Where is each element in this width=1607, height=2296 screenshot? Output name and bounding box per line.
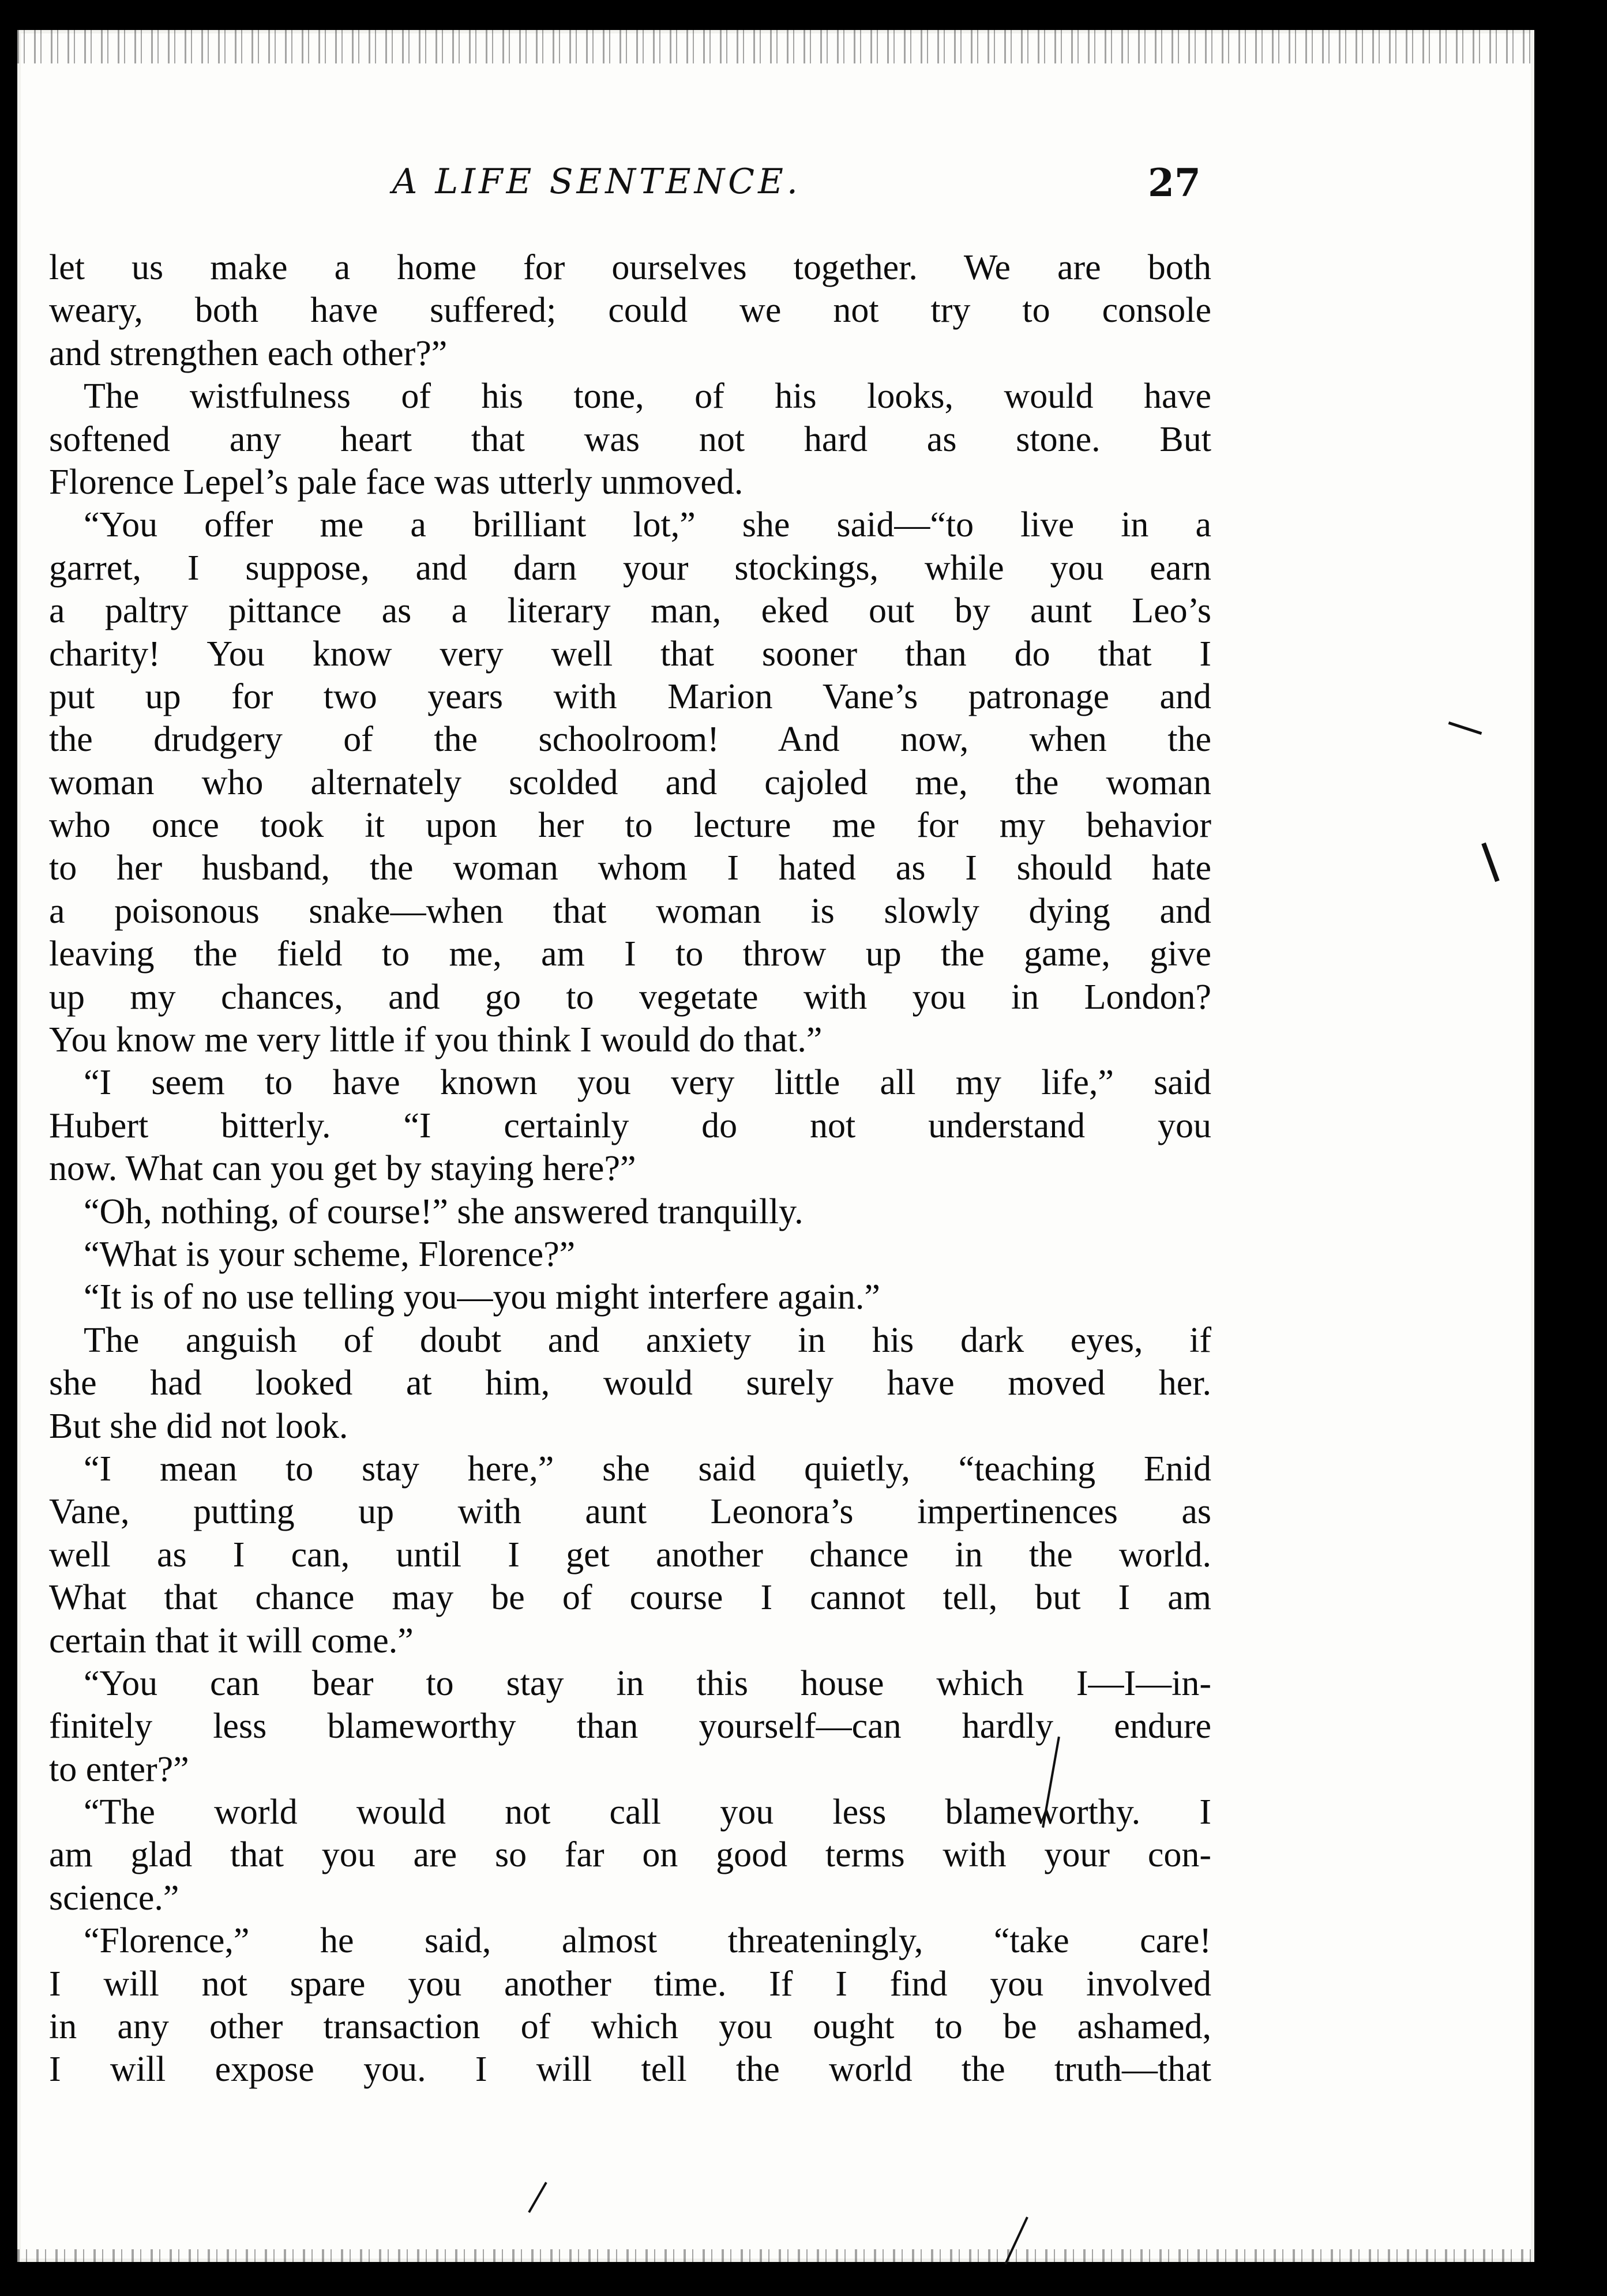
text-line: now. What can you get by staying here?” — [49, 1149, 636, 1189]
text-line: in any other transaction of which you ought to be ashamed, — [49, 2007, 1211, 2047]
text-line: What that chance may be of course I cannot tell, but I am — [49, 1578, 1211, 1618]
text-line: You know me very little if you think I would do that.” — [49, 1020, 823, 1060]
text-line: softened any heart that was not hard as stone. But — [49, 419, 1211, 459]
text-line: a paltry pittance as a literary man, eked out by aunt Leo’s — [49, 591, 1211, 631]
text-line: who once took it upon her to lecture me for my behavior — [49, 806, 1211, 846]
text-line: woman who alternately scolded and cajoled me, the woman — [49, 762, 1211, 802]
text-line: am glad that you are so far on good terms with your con- — [49, 1835, 1211, 1875]
text-line: But she did not look. — [49, 1406, 348, 1446]
text-line: The anguish of doubt and anxiety in his dark eyes, if — [84, 1320, 1211, 1360]
running-title: A LIFE SENTENCE. — [392, 161, 801, 202]
text-line: put up for two years with Marion Vane’s patronage and — [49, 677, 1211, 716]
text-line: to her husband, the woman whom I hated as I should hate — [49, 848, 1211, 888]
text-line: charity! You know very well that sooner than do that I — [49, 634, 1211, 674]
text-line: Vane, putting up with aunt Leonora’s impertinences as — [49, 1492, 1211, 1532]
text-line: science.” — [49, 1878, 179, 1918]
text-line: “You offer me a brilliant lot,” she said—“to live in a — [84, 505, 1211, 545]
text-line: “The world would not call you less blameworthy. I — [84, 1793, 1211, 1832]
text-line: up my chances, and go to vegetate with you in London? — [49, 977, 1211, 1017]
text-line: well as I can, until I get another chance in the world. — [49, 1535, 1211, 1574]
body-text — [49, 246, 1211, 2091]
text-line: to enter?” — [49, 1749, 189, 1789]
scan-noise-bottom — [17, 2249, 1534, 2272]
text-line: I will expose you. I will tell the world the truth—that — [49, 2050, 1211, 2090]
text-line: “I seem to have known you very little all my life,” said — [84, 1063, 1211, 1103]
text-line: she had looked at him, would surely have moved her. — [49, 1363, 1211, 1403]
text-line: Florence Lepel’s pale face was utterly unmoved. — [49, 462, 744, 502]
text-line: “You can bear to stay in this house which I—I—in- — [84, 1663, 1211, 1703]
text-line: let us make a home for ourselves together. We are both — [49, 248, 1211, 287]
text-line: “It is of no use telling you—you might interfere again.” — [84, 1277, 880, 1317]
text-line: finitely less blameworthy than yourself—can hardly endure — [49, 1707, 1211, 1746]
text-line: “Florence,” he said, almost threateningly, “take care! — [84, 1921, 1211, 1961]
text-line: I will not spare you another time. If I find you involved — [49, 1964, 1211, 2004]
text-line: Hubert bitterly. “I certainly do not understand you — [49, 1106, 1211, 1145]
text-line: “What is your scheme, Florence?” — [84, 1234, 576, 1274]
page-number: 27 — [1148, 160, 1201, 205]
text-line: and strengthen each other?” — [49, 333, 448, 373]
text-line: The wistfulness of his tone, of his looks, would have — [84, 377, 1211, 416]
text-line: leaving the field to me, am I to throw up the game, give — [49, 934, 1211, 974]
text-line: certain that it will come.” — [49, 1621, 414, 1660]
scan-noise-top — [17, 23, 1534, 63]
text-line: “I mean to stay here,” she said quietly, “teaching Enid — [84, 1449, 1211, 1489]
text-line: the drudgery of the schoolroom! And now, when the — [49, 720, 1211, 760]
text-line: weary, both have suffered; could we not try to console — [49, 291, 1211, 330]
text-line: garret, I suppose, and darn your stockings, while you earn — [49, 548, 1211, 588]
text-line: “Oh, nothing, of course!” she answered tranquilly. — [84, 1192, 803, 1231]
text-line: a poisonous snake—when that woman is slowly dying and — [49, 891, 1211, 931]
